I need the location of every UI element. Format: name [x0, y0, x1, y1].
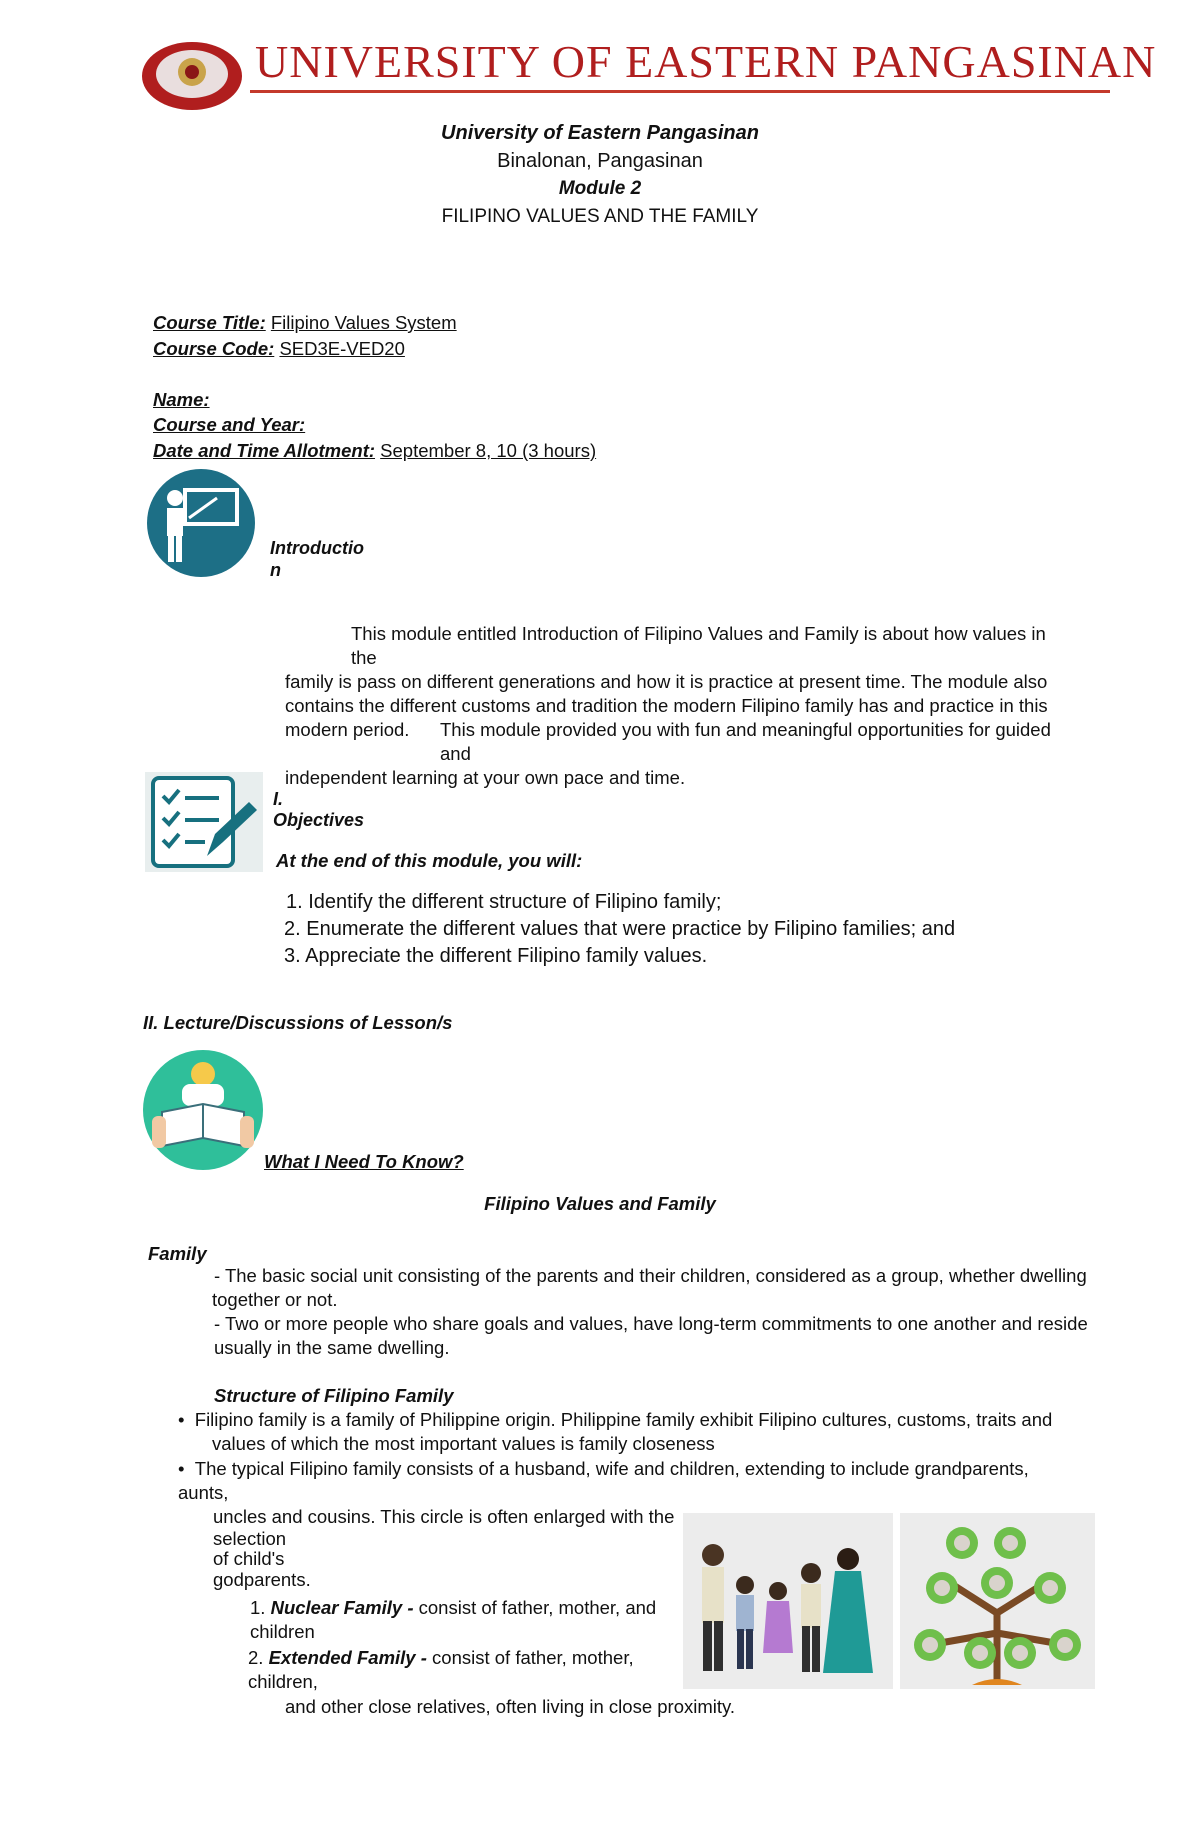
- objectives-list: [284, 889, 955, 970]
- type-desc: consist of father, mother,: [426, 1647, 634, 1668]
- intro-p2-line: This module provided you with fun and meaningful opportunities for guided and: [440, 719, 1051, 764]
- course-title-value: Filipino Values System: [270, 312, 457, 333]
- teacher-board-icon: [145, 468, 257, 578]
- name-label: Name:: [153, 389, 210, 410]
- structure-heading: Structure of Filipino Family: [214, 1385, 454, 1406]
- filipino-family-illustration: [683, 1513, 893, 1689]
- date-label: Date and Time Allotment:: [153, 440, 376, 461]
- type-number: 2.: [248, 1647, 264, 1668]
- type-name: Extended Family -: [268, 1647, 427, 1668]
- what-i-need-to-know-heading: What I Need To Know?: [264, 1151, 464, 1172]
- structure-bullet2-line: godparents.: [213, 1569, 311, 1590]
- type-desc: consist of father, mother, and: [413, 1597, 657, 1618]
- family-def2-line: - Two or more people who share goals and values, have long-term commitments to one another and reside: [214, 1313, 1088, 1334]
- module-title: FILIPINO VALUES AND THE FAMILY: [441, 206, 759, 227]
- structure-bullet2-line: of child's: [213, 1548, 285, 1569]
- course-title-label: Course Title:: [153, 312, 266, 333]
- structure-bullet1-line: values of which the most important values is family closeness: [212, 1433, 715, 1454]
- objective-item: 3. Appreciate the different Filipino family values.: [284, 945, 708, 967]
- introduction-heading-line2: n: [270, 560, 281, 580]
- checklist-icon: [145, 772, 263, 872]
- structure-bullet2-line: uncles and cousins. This circle is often enlarged with the: [213, 1506, 675, 1527]
- objectives-heading-line2: Objectives: [273, 810, 365, 830]
- module-number: Module 2: [558, 178, 642, 199]
- banner-rule: [250, 90, 1110, 93]
- introduction-paragraph-2: [285, 718, 1085, 790]
- intro-p1-line: modern period.: [285, 719, 410, 740]
- structure-bullet1-line: Filipino family is a family of Philippine origin. Philippine family exhibit Filipino cultures, customs, traits and: [194, 1409, 1053, 1430]
- family-def1-line: - The basic social unit consisting of the parents and their children, considered as a group, whether dwelling: [214, 1265, 1087, 1286]
- objectives-intro: At the end of this module, you will:: [276, 850, 583, 871]
- bullet-dot: •: [178, 1458, 195, 1479]
- university-banner-title: UNIVERSITY OF EASTERN PANGASINAN: [255, 36, 1157, 87]
- date-row: [153, 440, 596, 462]
- family-def1-line: together or not.: [212, 1289, 338, 1310]
- extended-family-tail: and other close relatives, often living in close proximity.: [285, 1696, 736, 1717]
- introduction-heading: [270, 537, 364, 581]
- structure-bullet2-line: The typical Filipino family consists of a husband, wife and children, extending to include grandparents, aunts,: [178, 1458, 1029, 1503]
- reading-book-icon: [140, 1050, 266, 1170]
- course-code-label: Course Code:: [153, 338, 275, 359]
- intro-p1-line: This module entitled Introduction of Filipino Values and Family is about how values in the: [351, 623, 1046, 668]
- family-definition-1: [212, 1264, 1092, 1312]
- family-type-extended: [248, 1646, 668, 1694]
- university-name: University of Eastern Pangasinan: [441, 122, 759, 144]
- bullet-dot: •: [178, 1409, 195, 1430]
- family-definition-2: [212, 1312, 1092, 1360]
- type-number: 1.: [250, 1597, 266, 1618]
- objective-item: 2. Enumerate the different values that were practice by Filipino families; and: [284, 918, 956, 940]
- university-location: Binalonan, Pangasinan: [497, 150, 703, 172]
- course-title-row: [153, 312, 457, 334]
- date-value: September 8, 10 (3 hours): [380, 440, 597, 461]
- university-seal-logo: [140, 40, 250, 112]
- intro-p1-line: contains the different customs and tradition the modern Filipino family has and practice in this: [285, 695, 1048, 716]
- family-term: Family: [148, 1243, 207, 1264]
- course-code-value: SED3E-VED20: [279, 338, 405, 359]
- objectives-heading-line1: I.: [273, 789, 284, 809]
- intro-p2-line: independent learning at your own pace and time.: [285, 767, 686, 788]
- type-desc-cont: children,: [248, 1671, 318, 1692]
- type-name: Nuclear Family -: [270, 1597, 414, 1618]
- objective-item: 1. Identify the different structure of Filipino family;: [286, 891, 722, 913]
- family-tree-illustration: [900, 1513, 1095, 1689]
- introduction-heading-line1: Introductio: [270, 538, 364, 558]
- course-year-label: Course and Year:: [153, 414, 306, 435]
- type-desc-cont: children: [250, 1621, 315, 1642]
- intro-p1-line: family is pass on different generations and how it is practice at present time. The module also: [285, 671, 1048, 692]
- family-type-nuclear: [250, 1596, 670, 1644]
- structure-bullet-1: [178, 1408, 1078, 1456]
- topic-title: Filipino Values and Family: [484, 1193, 716, 1214]
- family-def2-line: usually in the same dwelling.: [214, 1337, 450, 1358]
- course-code-row: [153, 338, 405, 360]
- objectives-heading: [273, 789, 364, 831]
- lecture-heading: II. Lecture/Discussions of Lesson/s: [143, 1012, 453, 1033]
- structure-bullet2-line: selection: [213, 1528, 287, 1549]
